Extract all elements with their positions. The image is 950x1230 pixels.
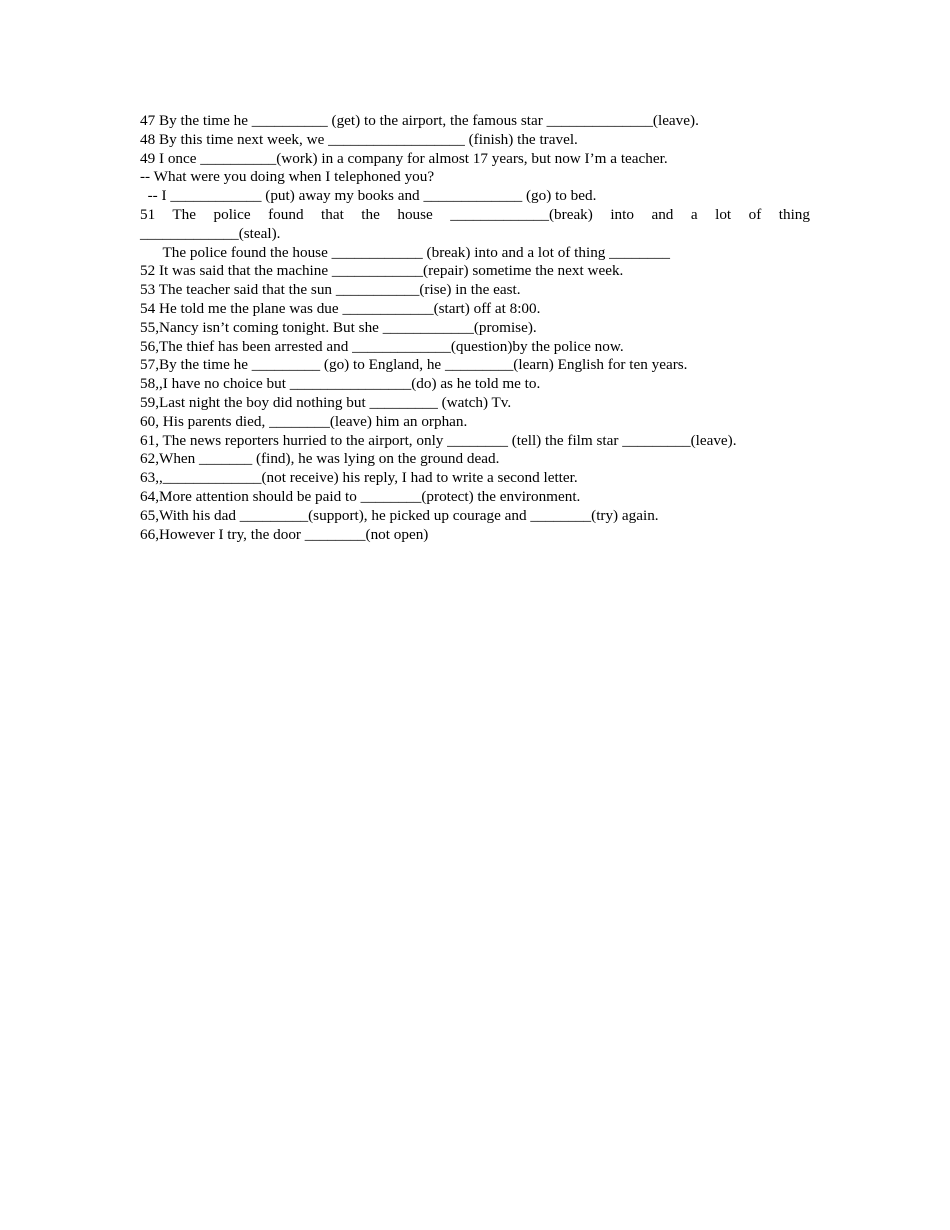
exercise-line-49: 49 I once __________(work) in a company for almost 17 years, but now I’m a teacher. — [140, 149, 668, 167]
exercise-line-65: 65,With his dad _________(support), he picked up courage and ________(try) again. — [140, 506, 659, 524]
exercise-line-53: 53 The teacher said that the sun ___________(rise) in the east. — [140, 281, 521, 299]
exercise-line-62: 62,When _______ (find), he was lying on the ground dead. — [140, 450, 500, 468]
exercise-line-47: 47 By the time he __________ (get) to the airport, the famous star ______________(leave). — [140, 112, 699, 129]
exercise-line-63: 63,,_____________(not receive) his reply, I had to write a second letter. — [140, 469, 578, 487]
exercise-line-60: 60, His parents died, ________(leave) him an orphan. — [140, 412, 468, 430]
exercise-line-55: 55,Nancy isn’t coming tonight. But she ____________(promise). — [140, 318, 537, 336]
exercise-line-51-alternate: The police found the house ____________ (break) into and a lot of thing ________ — [140, 243, 670, 261]
exercise-line-61: 61, The news reporters hurried to the airport, only ________ (tell) the film star _________(leave). — [140, 431, 737, 449]
exercise-list — [140, 112, 810, 544]
exercise-line-66: 66,However I try, the door ________(not open) — [140, 525, 429, 543]
exercise-line-51-continued: _____________(steal). — [140, 224, 281, 242]
exercise-line-50-answer: -- I ____________ (put) away my books and _____________ (go) to bed. — [140, 187, 597, 205]
exercise-line-48: 48 By this time next week, we __________________ (finish) the travel. — [140, 130, 578, 148]
exercise-line-59: 59,Last night the boy did nothing but _________ (watch) Tv. — [140, 393, 512, 411]
exercise-line-56: 56,The thief has been arrested and _____________(question)by the police now. — [140, 337, 624, 355]
exercise-line-50-question: -- What were you doing when I telephoned you? — [140, 168, 435, 186]
exercise-line-54: 54 He told me the plane was due ____________(start) off at 8:00. — [140, 299, 541, 317]
exercise-line-64: 64,More attention should be paid to ________(protect) the environment. — [140, 487, 581, 505]
exercise-line-57: 57,By the time he _________ (go) to England, he _________(learn) English for ten years. — [140, 356, 688, 374]
exercise-line-58: 58,,I have no choice but ________________(do) as he told me to. — [140, 375, 541, 393]
exercise-line-51: 51 The police found that the house _____________(break) into and a lot of thing — [140, 205, 810, 223]
exercise-line-52: 52 It was said that the machine ____________(repair) sometime the next week. — [140, 262, 624, 280]
